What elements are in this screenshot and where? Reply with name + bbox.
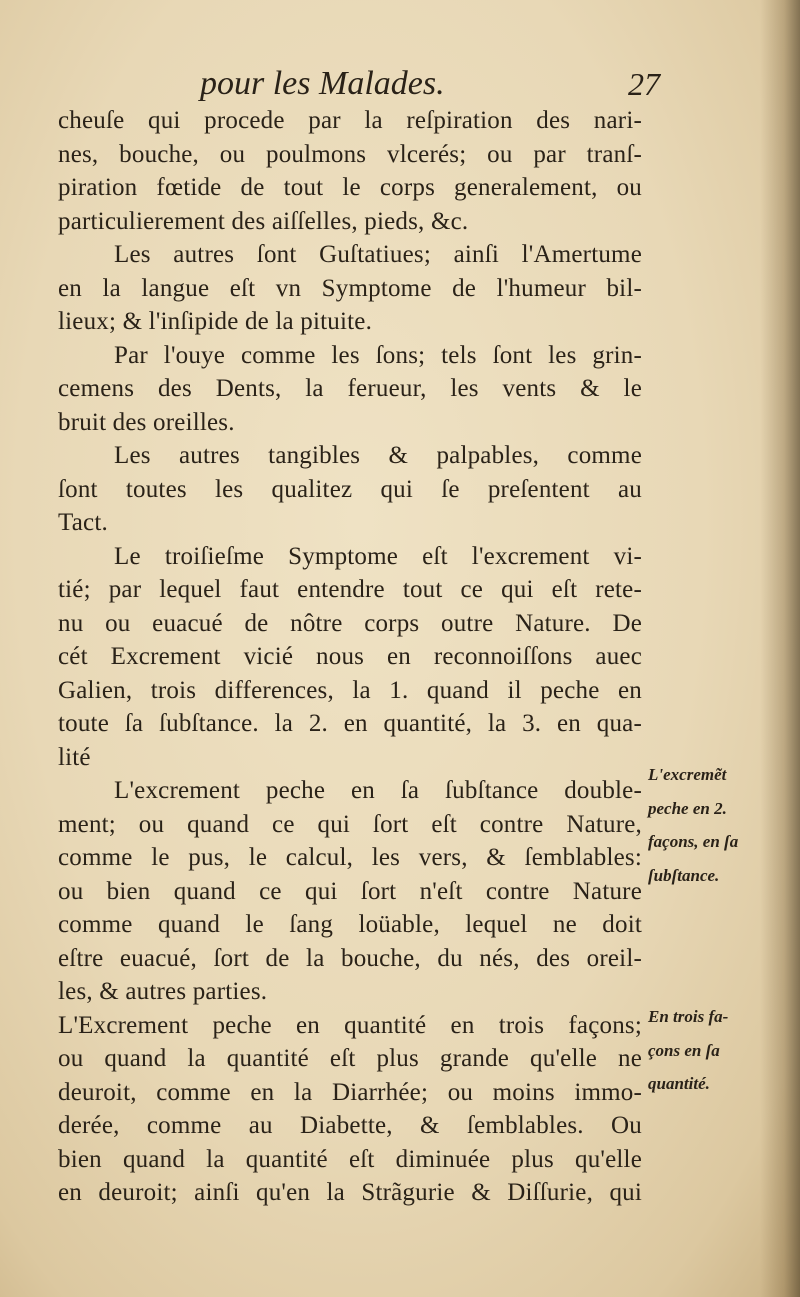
margin-note-line: L'excremẽt (648, 765, 727, 784)
text-line: cheuſe qui procede par la reſpiration des nari- (58, 107, 642, 134)
margin-note-line: ſubſtance. (648, 865, 720, 885)
text-line: Tact. (58, 509, 108, 536)
text-line: deuroit, comme en la Diarrhée; ou moins immo- (58, 1078, 642, 1106)
text-line: eſtre euacué, ſort de la bouche, du nés, des oreil- (58, 944, 642, 972)
margin-note-substance (648, 758, 798, 892)
page-header (200, 62, 660, 106)
margin-note-line: çons en ſa (648, 1040, 720, 1060)
text-line: Les autres ſont Guſtatiues; ainſi l'Amertume (114, 241, 642, 268)
running-title: pour les Malades. (200, 65, 445, 102)
text-line: comme le pus, le calcul, les vers, & ſemblables: (58, 844, 642, 871)
text-line: ou quand la quantité eſt plus grande qu'elle ne (58, 1045, 642, 1072)
margin-note-line: quantité. (648, 1074, 710, 1093)
text-line: en la langue eſt vn Symptome de l'humeur bil- (58, 274, 642, 302)
text-line: bien quand la quantité eſt diminuée plus qu'elle (58, 1145, 642, 1173)
text-line: nes, bouche, ou poulmons vlcerés; ou par tranſ- (58, 140, 642, 168)
text-line: toute ſa ſubſtance. la 2. en quantité, la 3. en qua- (58, 710, 642, 737)
text-line: nu ou euacué de nôtre corps outre Nature. De (58, 609, 642, 637)
text-line: Les autres tangibles & palpables, comme (114, 442, 642, 469)
page-number: 27 (628, 66, 660, 102)
text-line: L'excrement peche en ſa ſubſtance double- (114, 777, 642, 804)
text-line: ment; ou quand ce qui ſort eſt contre Nature, (58, 810, 642, 838)
text-line: bruit des oreilles. (58, 408, 235, 436)
text-line: les, & autres parties. (58, 978, 268, 1005)
text-line: Galien, trois differences, la 1. quand il peche en (58, 676, 642, 704)
text-line: comme quand le ſang loüable, lequel ne doit (58, 911, 642, 938)
text-line: cemens des Dents, la ferueur, les vents & le (58, 375, 642, 402)
text-line: tié; par lequel faut entendre tout ce qui eſt rete- (58, 576, 642, 603)
text-line: piration fœtide de tout le corps generalement, ou (58, 174, 642, 201)
text-line: cét Excrement vicié nous en reconnoiſſons auec (58, 643, 642, 670)
margin-note-quantity (648, 1000, 798, 1101)
margin-note-line: peche en 2. (648, 798, 727, 818)
body-text (58, 104, 642, 1210)
text-line: lité (58, 743, 91, 771)
text-line: ſont toutes les qualitez qui ſe preſentent au (58, 475, 642, 503)
margin-note-line: façons, en ſa (648, 832, 739, 851)
margin-note-line: En trois fa- (648, 1007, 729, 1026)
binding-gutter (760, 0, 800, 1297)
text-line: Par l'ouye comme les ſons; tels ſont les grin- (114, 341, 642, 369)
text-line: L'Excrement peche en quantité en trois façons; (58, 1011, 642, 1039)
text-line: en deuroit; ainſi qu'en la Strãgurie & Diſſurie, qui (58, 1179, 642, 1206)
text-line: Le troiſieſme Symptome eſt l'excrement vi- (114, 542, 642, 570)
text-line: derée, comme au Diabette, & ſemblables. Ou (58, 1112, 642, 1139)
text-line: ou bien quand ce qui ſort n'eſt contre Nature (58, 877, 642, 905)
text-line: lieux; & l'inſipide de la pituite. (58, 308, 373, 335)
text-line: particulierement des aiſſelles, pieds, &c. (58, 207, 469, 235)
